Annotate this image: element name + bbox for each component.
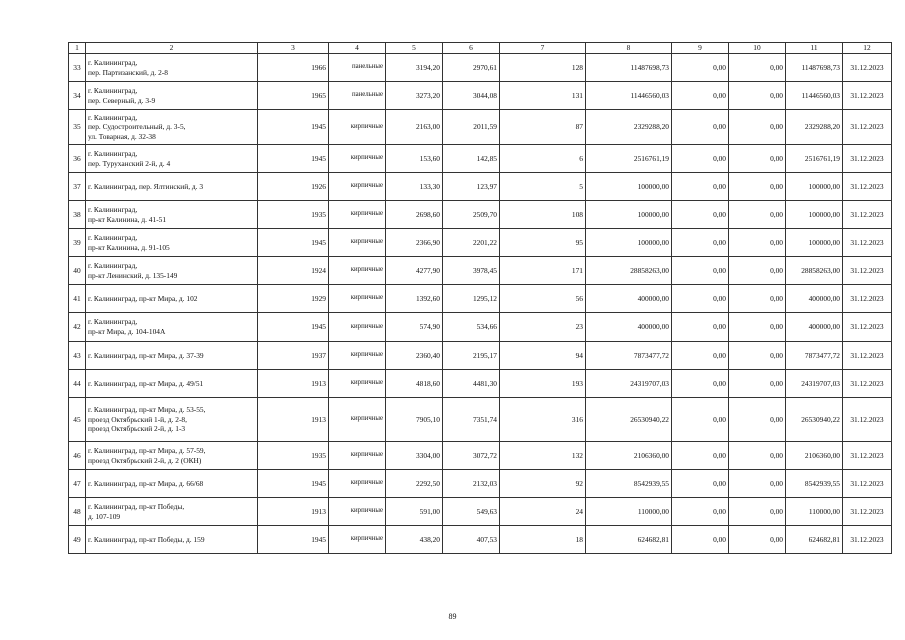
- address-cell: г. Калининград, пр-кт Калинина, д. 41-51: [86, 201, 258, 229]
- table-row: [69, 82, 892, 110]
- living-area-cell: 2509,70: [443, 201, 500, 229]
- completion-date-cell: 31.12.2023: [843, 442, 892, 470]
- total-area-cell: 2360,40: [386, 342, 443, 370]
- total-cost-cell: 11446560,03: [586, 82, 672, 110]
- residents-cell: 5: [500, 173, 586, 201]
- column-10-cell: 0,00: [729, 257, 786, 285]
- address-cell: г. Калининград, пр-кт Калинина, д. 91-105: [86, 229, 258, 257]
- total-area-cell: 2698,60: [386, 201, 443, 229]
- row-number-cell: 44: [69, 370, 86, 398]
- total-cost-cell: 100000,00: [586, 229, 672, 257]
- residents-cell: 94: [500, 342, 586, 370]
- residents-cell: 6: [500, 145, 586, 173]
- year-cell: 1929: [258, 285, 329, 313]
- total-cost-cell: 2516761,19: [586, 145, 672, 173]
- total-cost-cell: 24319707,03: [586, 370, 672, 398]
- row-number-cell: 47: [69, 470, 86, 498]
- completion-date-cell: 31.12.2023: [843, 82, 892, 110]
- address-cell: г. Калининград, пр-кт Мира, д. 53-55, проезд Октябрьский 1-й, д. 2-8, проезд Октябрьский 2-й, д. 1-3: [86, 398, 258, 442]
- column-10-cell: 0,00: [729, 173, 786, 201]
- table-row: [69, 498, 892, 526]
- wall-material-cell: кирпичные: [329, 498, 386, 526]
- column-10-cell: 0,00: [729, 82, 786, 110]
- address-cell: г. Калининград, пер. Партизанский, д. 2-8: [86, 54, 258, 82]
- residents-cell: 18: [500, 526, 586, 554]
- wall-material-cell: кирпичные: [329, 370, 386, 398]
- row-number-cell: 37: [69, 173, 86, 201]
- total-cost-cell: 11487698,73: [586, 54, 672, 82]
- row-number-cell: 38: [69, 201, 86, 229]
- living-area-cell: 3978,45: [443, 257, 500, 285]
- wall-material-cell: кирпичные: [329, 201, 386, 229]
- column-9-cell: 0,00: [672, 285, 729, 313]
- total-cost-cell: 624682,81: [586, 526, 672, 554]
- total-cost-cell: 26530940,22: [586, 398, 672, 442]
- residents-cell: 92: [500, 470, 586, 498]
- column-number: 9: [672, 43, 729, 54]
- completion-date-cell: 31.12.2023: [843, 145, 892, 173]
- wall-material-cell: кирпичные: [329, 173, 386, 201]
- total-cost-cell: 400000,00: [586, 313, 672, 342]
- wall-material-cell: кирпичные: [329, 145, 386, 173]
- living-area-cell: 2201,22: [443, 229, 500, 257]
- year-cell: 1924: [258, 257, 329, 285]
- year-cell: 1966: [258, 54, 329, 82]
- address-cell: г. Калининград, пр-кт Победы, д. 107-109: [86, 498, 258, 526]
- row-number-cell: 40: [69, 257, 86, 285]
- column-10-cell: 0,00: [729, 398, 786, 442]
- living-area-cell: 142,85: [443, 145, 500, 173]
- table-row: [69, 110, 892, 145]
- table-row: [69, 313, 892, 342]
- year-cell: 1945: [258, 470, 329, 498]
- row-number-cell: 39: [69, 229, 86, 257]
- wall-material-cell: панельные: [329, 54, 386, 82]
- table-row: [69, 201, 892, 229]
- column-10-cell: 0,00: [729, 342, 786, 370]
- column-9-cell: 0,00: [672, 398, 729, 442]
- living-area-cell: 2011,59: [443, 110, 500, 145]
- row-number-cell: 34: [69, 82, 86, 110]
- address-cell: г. Калининград, пер. Ялтинский, д. 3: [86, 173, 258, 201]
- column-number: 6: [443, 43, 500, 54]
- total-area-cell: 153,60: [386, 145, 443, 173]
- table-row: [69, 145, 892, 173]
- address-cell: г. Калининград, пр-кт Мира, д. 37-39: [86, 342, 258, 370]
- total-cost-cell: 2106360,00: [586, 442, 672, 470]
- residents-cell: 95: [500, 229, 586, 257]
- column-11-cell: 400000,00: [786, 313, 843, 342]
- wall-material-cell: кирпичные: [329, 229, 386, 257]
- completion-date-cell: 31.12.2023: [843, 342, 892, 370]
- living-area-cell: 534,66: [443, 313, 500, 342]
- address-cell: г. Калининград, пр-кт Мира, д. 104-104А: [86, 313, 258, 342]
- column-10-cell: 0,00: [729, 370, 786, 398]
- table-row: [69, 342, 892, 370]
- year-cell: 1937: [258, 342, 329, 370]
- column-10-cell: 0,00: [729, 498, 786, 526]
- completion-date-cell: 31.12.2023: [843, 398, 892, 442]
- row-number-cell: 43: [69, 342, 86, 370]
- wall-material-cell: кирпичные: [329, 442, 386, 470]
- address-cell: г. Калининград, пр-кт Мира, д. 49/51: [86, 370, 258, 398]
- year-cell: 1913: [258, 370, 329, 398]
- column-number: 7: [500, 43, 586, 54]
- wall-material-cell: кирпичные: [329, 342, 386, 370]
- completion-date-cell: 31.12.2023: [843, 285, 892, 313]
- year-cell: 1945: [258, 110, 329, 145]
- residents-cell: 171: [500, 257, 586, 285]
- column-10-cell: 0,00: [729, 313, 786, 342]
- column-11-cell: 2106360,00: [786, 442, 843, 470]
- column-9-cell: 0,00: [672, 229, 729, 257]
- completion-date-cell: 31.12.2023: [843, 370, 892, 398]
- wall-material-cell: кирпичные: [329, 313, 386, 342]
- residents-cell: 128: [500, 54, 586, 82]
- column-11-cell: 11446560,03: [786, 82, 843, 110]
- residents-cell: 193: [500, 370, 586, 398]
- column-11-cell: 7873477,72: [786, 342, 843, 370]
- total-area-cell: 4277,90: [386, 257, 443, 285]
- column-9-cell: 0,00: [672, 201, 729, 229]
- year-cell: 1945: [258, 145, 329, 173]
- table-row: [69, 54, 892, 82]
- year-cell: 1965: [258, 82, 329, 110]
- table-row: [69, 285, 892, 313]
- living-area-cell: 3044,08: [443, 82, 500, 110]
- total-area-cell: 438,20: [386, 526, 443, 554]
- column-11-cell: 624682,81: [786, 526, 843, 554]
- total-area-cell: 4818,60: [386, 370, 443, 398]
- address-cell: г. Калининград, пр-кт Мира, д. 57-59, проезд Октябрьский 2-й, д. 2 (ОКН): [86, 442, 258, 470]
- total-cost-cell: 28858263,00: [586, 257, 672, 285]
- address-cell: г. Калининград, пер. Северный, д. 3-9: [86, 82, 258, 110]
- living-area-cell: 4481,30: [443, 370, 500, 398]
- table-body: [69, 43, 892, 554]
- wall-material-cell: кирпичные: [329, 257, 386, 285]
- residents-cell: 131: [500, 82, 586, 110]
- address-cell: г. Калининград, пр-кт Мира, д. 66/68: [86, 470, 258, 498]
- column-number: 4: [329, 43, 386, 54]
- column-11-cell: 28858263,00: [786, 257, 843, 285]
- column-number: 12: [843, 43, 892, 54]
- address-cell: г. Калининград, пер. Судостроительный, д. 3-5, ул. Товарная, д. 32-38: [86, 110, 258, 145]
- column-9-cell: 0,00: [672, 470, 729, 498]
- total-cost-cell: 400000,00: [586, 285, 672, 313]
- completion-date-cell: 31.12.2023: [843, 110, 892, 145]
- column-9-cell: 0,00: [672, 498, 729, 526]
- column-number-header-row: [69, 43, 892, 54]
- column-11-cell: 24319707,03: [786, 370, 843, 398]
- living-area-cell: 2195,17: [443, 342, 500, 370]
- year-cell: 1945: [258, 313, 329, 342]
- total-cost-cell: 110000,00: [586, 498, 672, 526]
- total-area-cell: 3273,20: [386, 82, 443, 110]
- column-11-cell: 110000,00: [786, 498, 843, 526]
- column-11-cell: 2329288,20: [786, 110, 843, 145]
- column-11-cell: 100000,00: [786, 229, 843, 257]
- column-number: 11: [786, 43, 843, 54]
- column-10-cell: 0,00: [729, 526, 786, 554]
- column-number: 5: [386, 43, 443, 54]
- year-cell: 1945: [258, 229, 329, 257]
- row-number-cell: 42: [69, 313, 86, 342]
- residents-cell: 24: [500, 498, 586, 526]
- column-9-cell: 0,00: [672, 82, 729, 110]
- wall-material-cell: кирпичные: [329, 470, 386, 498]
- residents-cell: 87: [500, 110, 586, 145]
- living-area-cell: 549,63: [443, 498, 500, 526]
- living-area-cell: 7351,74: [443, 398, 500, 442]
- row-number-cell: 41: [69, 285, 86, 313]
- table-row: [69, 526, 892, 554]
- column-9-cell: 0,00: [672, 313, 729, 342]
- total-cost-cell: 8542939,55: [586, 470, 672, 498]
- column-11-cell: 8542939,55: [786, 470, 843, 498]
- row-number-cell: 33: [69, 54, 86, 82]
- year-cell: 1935: [258, 201, 329, 229]
- column-9-cell: 0,00: [672, 110, 729, 145]
- completion-date-cell: 31.12.2023: [843, 526, 892, 554]
- page-number: 89: [448, 612, 457, 621]
- completion-date-cell: 31.12.2023: [843, 498, 892, 526]
- column-10-cell: 0,00: [729, 110, 786, 145]
- year-cell: 1913: [258, 498, 329, 526]
- residents-cell: 108: [500, 201, 586, 229]
- column-number: 8: [586, 43, 672, 54]
- row-number-cell: 46: [69, 442, 86, 470]
- living-area-cell: 2970,61: [443, 54, 500, 82]
- column-number: 1: [69, 43, 86, 54]
- residents-cell: 56: [500, 285, 586, 313]
- column-10-cell: 0,00: [729, 285, 786, 313]
- completion-date-cell: 31.12.2023: [843, 313, 892, 342]
- column-11-cell: 11487698,73: [786, 54, 843, 82]
- row-number-cell: 35: [69, 110, 86, 145]
- column-10-cell: 0,00: [729, 201, 786, 229]
- row-number-cell: 48: [69, 498, 86, 526]
- residents-cell: 132: [500, 442, 586, 470]
- address-cell: г. Калининград, пр-кт Победы, д. 159: [86, 526, 258, 554]
- year-cell: 1913: [258, 398, 329, 442]
- address-cell: г. Калининград, пер. Туруханский 2-й, д. 4: [86, 145, 258, 173]
- column-10-cell: 0,00: [729, 470, 786, 498]
- row-number-cell: 49: [69, 526, 86, 554]
- total-area-cell: 591,00: [386, 498, 443, 526]
- total-cost-cell: 2329288,20: [586, 110, 672, 145]
- total-area-cell: 1392,60: [386, 285, 443, 313]
- wall-material-cell: кирпичные: [329, 285, 386, 313]
- completion-date-cell: 31.12.2023: [843, 201, 892, 229]
- column-9-cell: 0,00: [672, 342, 729, 370]
- living-area-cell: 407,53: [443, 526, 500, 554]
- table-row: [69, 470, 892, 498]
- table-row: [69, 173, 892, 201]
- column-9-cell: 0,00: [672, 54, 729, 82]
- total-cost-cell: 100000,00: [586, 173, 672, 201]
- wall-material-cell: кирпичные: [329, 526, 386, 554]
- row-number-cell: 45: [69, 398, 86, 442]
- column-9-cell: 0,00: [672, 145, 729, 173]
- column-9-cell: 0,00: [672, 442, 729, 470]
- year-cell: 1945: [258, 526, 329, 554]
- column-10-cell: 0,00: [729, 54, 786, 82]
- completion-date-cell: 31.12.2023: [843, 173, 892, 201]
- register-table: [68, 42, 892, 554]
- residents-cell: 23: [500, 313, 586, 342]
- column-11-cell: 2516761,19: [786, 145, 843, 173]
- living-area-cell: 1295,12: [443, 285, 500, 313]
- column-9-cell: 0,00: [672, 526, 729, 554]
- completion-date-cell: 31.12.2023: [843, 257, 892, 285]
- total-area-cell: 7905,10: [386, 398, 443, 442]
- column-10-cell: 0,00: [729, 442, 786, 470]
- column-11-cell: 100000,00: [786, 173, 843, 201]
- completion-date-cell: 31.12.2023: [843, 54, 892, 82]
- wall-material-cell: кирпичные: [329, 110, 386, 145]
- column-number: 3: [258, 43, 329, 54]
- total-cost-cell: 100000,00: [586, 201, 672, 229]
- year-cell: 1935: [258, 442, 329, 470]
- address-cell: г. Калининград, пр-кт Мира, д. 102: [86, 285, 258, 313]
- completion-date-cell: 31.12.2023: [843, 229, 892, 257]
- column-11-cell: 26530940,22: [786, 398, 843, 442]
- address-cell: г. Калининград, пр-кт Ленинский, д. 135-149: [86, 257, 258, 285]
- table-row: [69, 398, 892, 442]
- residents-cell: 316: [500, 398, 586, 442]
- total-area-cell: 2292,50: [386, 470, 443, 498]
- column-10-cell: 0,00: [729, 229, 786, 257]
- total-cost-cell: 7873477,72: [586, 342, 672, 370]
- column-number: 10: [729, 43, 786, 54]
- completion-date-cell: 31.12.2023: [843, 470, 892, 498]
- living-area-cell: 2132,03: [443, 470, 500, 498]
- total-area-cell: 133,30: [386, 173, 443, 201]
- table-row: [69, 257, 892, 285]
- living-area-cell: 123,97: [443, 173, 500, 201]
- column-9-cell: 0,00: [672, 173, 729, 201]
- total-area-cell: 3194,20: [386, 54, 443, 82]
- column-10-cell: 0,00: [729, 145, 786, 173]
- column-9-cell: 0,00: [672, 370, 729, 398]
- living-area-cell: 3072,72: [443, 442, 500, 470]
- wall-material-cell: кирпичные: [329, 398, 386, 442]
- column-11-cell: 400000,00: [786, 285, 843, 313]
- table-row: [69, 370, 892, 398]
- total-area-cell: 2366,90: [386, 229, 443, 257]
- total-area-cell: 574,90: [386, 313, 443, 342]
- column-number: 2: [86, 43, 258, 54]
- wall-material-cell: панельные: [329, 82, 386, 110]
- table-row: [69, 229, 892, 257]
- table-row: [69, 442, 892, 470]
- row-number-cell: 36: [69, 145, 86, 173]
- total-area-cell: 2163,00: [386, 110, 443, 145]
- total-area-cell: 3304,00: [386, 442, 443, 470]
- column-11-cell: 100000,00: [786, 201, 843, 229]
- column-9-cell: 0,00: [672, 257, 729, 285]
- year-cell: 1926: [258, 173, 329, 201]
